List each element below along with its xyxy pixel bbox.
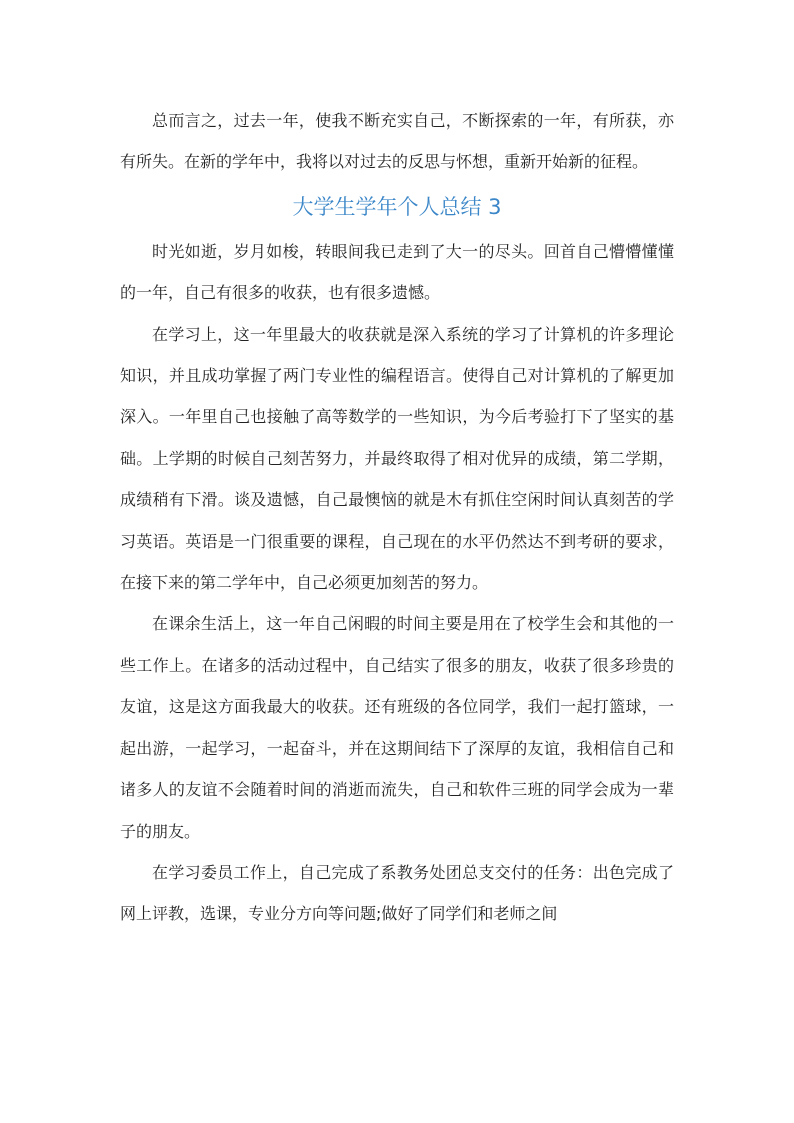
paragraph-study-committee: 在学习委员工作上，自己完成了系教务处团总支交付的任务：出色完成了网上评教，选课，专业分方向等问题;做好了同学们和老师之间	[120, 862, 674, 924]
document-body	[120, 100, 674, 935]
paragraph-conclusion: 总而言之，过去一年，使我不断充实自己，不断探索的一年，有所获，亦有所失。在新的学年中，我将以对过去的反思与怀想，重新开始新的征程。	[120, 111, 674, 172]
paragraph-intro: 时光如逝，岁月如梭，转眼间我已走到了大一的尽头。回首自己懵懵懂懂的一年，自己有很多的收获，也有很多遗憾。	[120, 241, 674, 303]
paragraph-study: 在学习上，这一年里最大的收获就是深入系统的学习了计算机的许多理论知识，并且成功掌握了两门专业性的编程语言。使得自己对计算机的了解更加深入。一年里自己也接触了高等数学的一些知识，为今后考验打下了坚实的基础。上学期的时候自己刻苦努力，并最终取得了相对优异的成绩，第二学期，成绩稍有下滑。谈及遗憾，自己最懊恼的就是木有抓住空闲时间认真刻苦的学习英语。英语是一门很重要的课程，自己现在的水平仍然达不到考研的要求，在接下来的第二学年中，自己必须更加刻苦的努力。	[120, 324, 674, 593]
paragraph-extracurricular: 在课余生活上，这一年自己闲暇的时间主要是用在了校学生会和其他的一些工作上。在诸多的活动过程中，自己结实了很多的朋友，收获了很多珍贵的友谊，这是这方面我最大的收获。还有班级的各位同学，我们一起打篮球，一起出游，一起学习，一起奋斗，并在这期间结下了深厚的友谊，我相信自己和诸多人的友谊不会随着时间的消逝而流失，自己和软件三班的同学会成为一辈子的朋友。	[120, 614, 674, 841]
section-heading: 大学生学年个人总结 3	[292, 194, 502, 219]
